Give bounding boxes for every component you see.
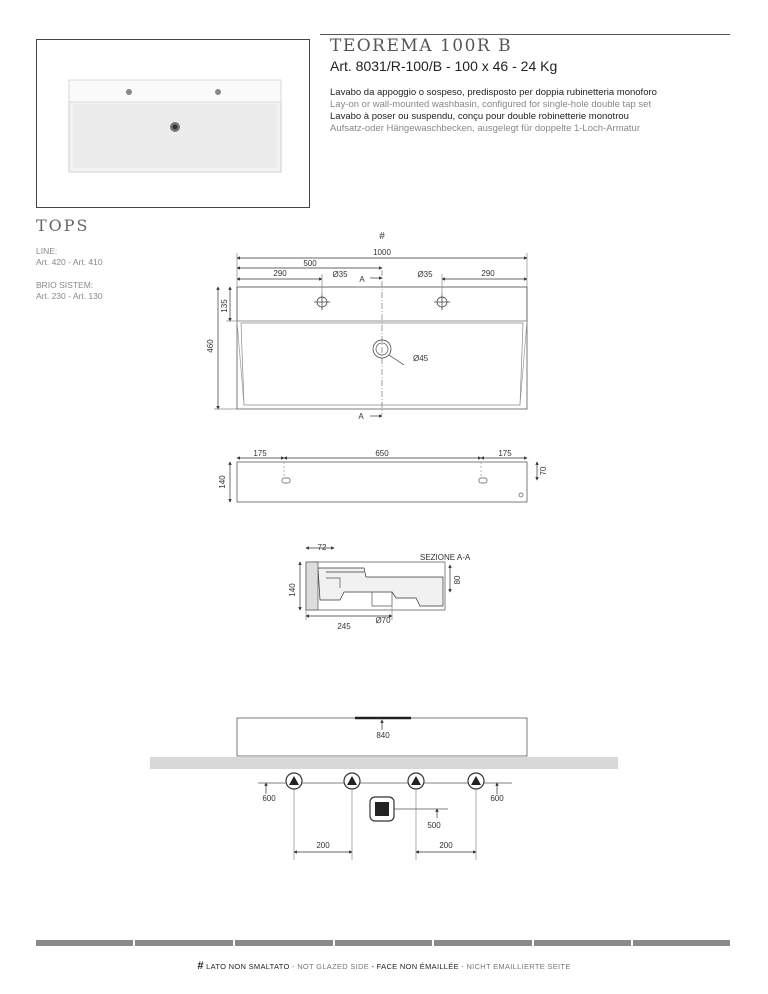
plan-view-labels bbox=[206, 231, 495, 421]
dim-install-right-spacing: 200 bbox=[439, 841, 453, 850]
dim-install-left-spacing: 200 bbox=[316, 841, 330, 850]
front-view-labels bbox=[218, 449, 548, 489]
dim-section-inner: 80 bbox=[453, 575, 462, 585]
section-title-label: SEZIONE A-A bbox=[420, 553, 471, 562]
section-mark-top: A bbox=[359, 275, 365, 284]
line-value: Art. 420 - Art. 410 bbox=[36, 257, 103, 267]
dim-tap-right: Ø35 bbox=[417, 270, 433, 279]
front-view bbox=[230, 458, 537, 502]
description-it: Lavabo da appoggio o sospeso, predisposto per doppia rubinetteria monoforo bbox=[330, 87, 657, 98]
dim-install-drain-height: 500 bbox=[427, 821, 441, 830]
brio-label: BRIO SISTEM: bbox=[36, 280, 94, 290]
footer-sep: - bbox=[289, 962, 298, 971]
description-en: Lay-on or wall-mounted washbasin, configured for single-hole double tap set bbox=[330, 99, 652, 110]
section-mark-bottom: A bbox=[358, 412, 364, 421]
dim-front-middle: 650 bbox=[375, 449, 389, 458]
dim-right-offset: 290 bbox=[481, 269, 495, 278]
footer-de: NICHT EMAILLIERTE SEITE bbox=[466, 962, 571, 971]
dim-deck-depth: 135 bbox=[220, 299, 229, 313]
dim-front-height: 140 bbox=[218, 475, 227, 489]
tap-icon-4 bbox=[468, 773, 484, 789]
dim-drain: Ø45 bbox=[413, 354, 429, 363]
footer-bar-segment bbox=[335, 940, 432, 946]
drain-icon bbox=[370, 797, 394, 821]
dim-front-right: 175 bbox=[498, 449, 512, 458]
footer-sep: - bbox=[369, 962, 377, 971]
footer-note bbox=[0, 960, 768, 972]
tap-icon-2 bbox=[344, 773, 360, 789]
product-title: TEOREMA 100R B bbox=[330, 36, 513, 56]
dim-section-waste: Ø70 bbox=[375, 616, 391, 625]
product-article: Art. 8031/R-100/B - 100 x 46 - 24 Kg bbox=[330, 58, 558, 74]
dim-overall: 1000 bbox=[373, 248, 391, 257]
footer-sep: - bbox=[458, 962, 467, 971]
dim-install-width: 840 bbox=[376, 731, 390, 740]
brio-value: Art. 230 - Art. 130 bbox=[36, 291, 103, 301]
section-title: TOPS bbox=[36, 216, 90, 235]
tap-icon-3 bbox=[408, 773, 424, 789]
footer-bar-segment bbox=[534, 940, 631, 946]
footer-bar-segment bbox=[235, 940, 333, 946]
tap-icon-1 bbox=[286, 773, 302, 789]
footer-hash: # bbox=[197, 960, 204, 972]
dim-section-top: 72 bbox=[317, 543, 327, 552]
install-view-labels bbox=[262, 731, 504, 850]
footer-bar-segment bbox=[633, 940, 730, 946]
footer-it: LATO NON SMALTATO bbox=[206, 962, 290, 971]
footer-bar-segment bbox=[434, 940, 532, 946]
description-fr: Lavabo à poser ou suspendu, conçu pour double robinetterie monotrou bbox=[330, 111, 629, 122]
plan-view bbox=[214, 253, 527, 416]
dim-tap-left: Ø35 bbox=[332, 270, 348, 279]
line-label: LINE: bbox=[36, 246, 58, 256]
dim-front-left: 175 bbox=[253, 449, 267, 458]
dim-front-side: 70 bbox=[539, 466, 548, 476]
dim-install-right-height: 600 bbox=[490, 794, 504, 803]
footer-fr: FACE NON ÉMAILLÉE bbox=[376, 962, 459, 971]
dim-section-height: 140 bbox=[288, 583, 297, 597]
footer-bar-segment bbox=[135, 940, 233, 946]
dim-half: 500 bbox=[303, 259, 317, 268]
footer-bar-segment bbox=[36, 940, 133, 946]
dim-left-offset: 290 bbox=[273, 269, 287, 278]
dim-section-depth: 245 bbox=[337, 622, 351, 631]
dim-total-depth: 460 bbox=[206, 339, 215, 353]
dim-install-left-height: 600 bbox=[262, 794, 276, 803]
description-de: Aufsatz-oder Hängewaschbecken, ausgelegt für doppelte 1-Loch-Armatur bbox=[330, 123, 640, 134]
install-symbols bbox=[286, 773, 484, 821]
footer-en: NOT GLAZED SIDE bbox=[297, 962, 370, 971]
hash-mark: # bbox=[379, 231, 385, 242]
